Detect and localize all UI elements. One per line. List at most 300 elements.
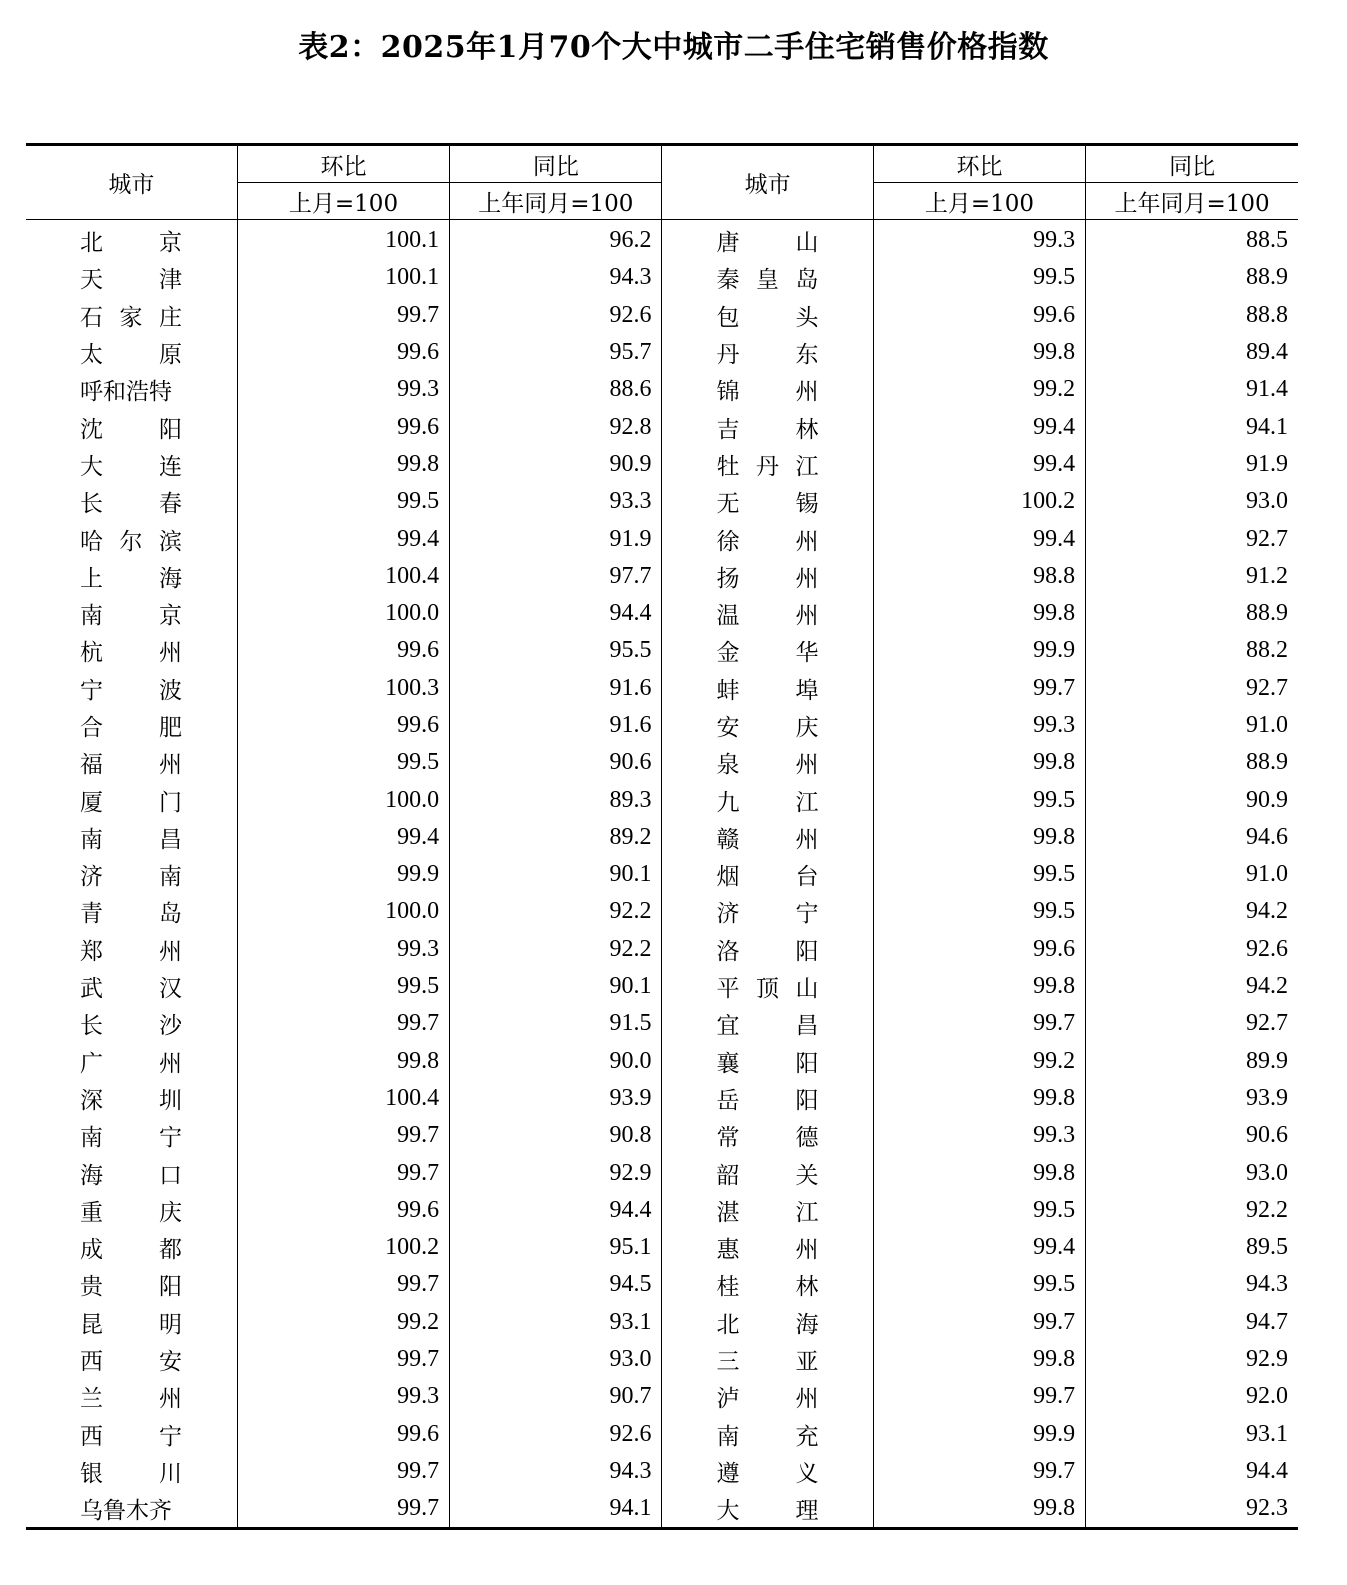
city-cell [662,670,873,707]
table-row [26,1341,1298,1378]
table-row [26,632,1298,669]
city-cell [662,632,873,669]
city-cell [662,1416,873,1453]
city-name: 北 海 [716,1311,819,1338]
yoy-value: 92.0 [1086,1378,1298,1415]
city-name: 呼和浩特 [80,379,172,406]
mom-value: 99.7 [873,1378,1085,1415]
city-cell [662,744,873,781]
mom-value: 99.6 [237,334,449,371]
table-row [26,1080,1298,1117]
city-cell [26,1154,237,1191]
yoy-value: 93.0 [450,1341,662,1378]
yoy-value: 93.3 [450,483,662,520]
price-index-table [26,143,1298,1530]
city-name: 锦 州 [716,379,819,406]
header-city-right: 城市 [662,145,873,220]
yoy-value: 93.9 [1086,1080,1298,1117]
mom-value: 99.8 [873,1080,1085,1117]
table-row [26,931,1298,968]
mom-value: 99.5 [873,259,1085,296]
yoy-value: 94.3 [450,1453,662,1490]
city-cell [26,893,237,930]
city-cell [26,1005,237,1042]
city-name: 金 华 [716,640,819,667]
mom-value: 98.8 [873,558,1085,595]
city-name: 青 岛 [80,901,182,928]
yoy-value: 92.7 [1086,1005,1298,1042]
yoy-value: 91.6 [450,670,662,707]
city-name: 丹 东 [716,342,819,369]
city-cell [26,1341,237,1378]
city-cell [662,856,873,893]
yoy-value: 94.1 [450,1490,662,1529]
city-cell [26,1416,237,1453]
mom-value: 99.7 [873,670,1085,707]
mom-value: 99.6 [873,931,1085,968]
city-name: 昆 明 [80,1311,182,1338]
mom-value: 99.8 [873,1341,1085,1378]
city-cell [662,1229,873,1266]
city-cell [26,781,237,818]
mom-value: 99.5 [873,1266,1085,1303]
city-name: 西 安 [80,1349,182,1376]
city-name: 泸 州 [716,1386,819,1413]
mom-value: 99.5 [873,856,1085,893]
mom-value: 100.0 [237,893,449,930]
yoy-value: 94.2 [1086,893,1298,930]
city-name: 南 京 [80,603,182,630]
yoy-value: 92.2 [450,893,662,930]
city-cell [26,1043,237,1080]
city-cell [26,259,237,296]
yoy-value: 91.0 [1086,856,1298,893]
yoy-value: 91.6 [450,707,662,744]
city-cell [26,1490,237,1529]
yoy-value: 88.8 [1086,297,1298,334]
city-cell [26,1117,237,1154]
city-name: 吉 林 [716,416,819,443]
mom-value: 99.8 [873,968,1085,1005]
city-cell [662,1266,873,1303]
city-cell [662,446,873,483]
city-name: 合 肥 [80,715,182,741]
mom-value: 99.6 [237,408,449,445]
table-row [26,1490,1298,1529]
table-row [26,259,1298,296]
city-cell [26,446,237,483]
mom-value: 100.1 [237,220,449,260]
city-name: 上 海 [80,565,182,592]
mom-value: 99.7 [237,1005,449,1042]
city-cell [662,1304,873,1341]
table-row [26,1117,1298,1154]
city-cell [662,1341,873,1378]
table-row [26,371,1298,408]
yoy-value: 91.2 [1086,558,1298,595]
mom-value: 99.9 [873,632,1085,669]
table-row [26,483,1298,520]
mom-value: 99.8 [873,1490,1085,1529]
mom-value: 100.1 [237,259,449,296]
yoy-value: 95.5 [450,632,662,669]
city-name: 无 锡 [716,491,819,518]
city-name: 扬 州 [716,565,819,592]
city-cell [662,483,873,520]
city-cell [662,707,873,744]
table-row [26,1229,1298,1266]
city-name: 武 汉 [80,976,182,1003]
yoy-value: 93.1 [450,1304,662,1341]
city-cell [26,1378,237,1415]
city-cell [662,595,873,632]
yoy-value: 94.1 [1086,408,1298,445]
city-name: 石 家 庄 [80,304,182,331]
mom-value: 99.7 [873,1453,1085,1490]
table-row [26,1378,1298,1415]
yoy-value: 90.1 [450,968,662,1005]
mom-value: 99.3 [873,707,1085,744]
mom-value: 99.8 [237,446,449,483]
mom-value: 99.2 [873,1043,1085,1080]
city-name: 长 沙 [80,1013,182,1040]
table-row [26,297,1298,334]
yoy-value: 92.2 [1086,1192,1298,1229]
mom-value: 100.4 [237,558,449,595]
city-name: 岳 阳 [716,1087,819,1114]
yoy-value: 90.8 [450,1117,662,1154]
mom-value: 99.2 [873,371,1085,408]
city-cell [26,1080,237,1117]
yoy-value: 92.6 [450,297,662,334]
mom-value: 99.3 [237,371,449,408]
city-cell [26,744,237,781]
city-name: 惠 州 [716,1237,819,1264]
mom-value: 99.7 [873,1304,1085,1341]
table-row [26,856,1298,893]
city-name: 桂 林 [716,1274,819,1301]
city-name: 沈 阳 [80,416,182,443]
yoy-value: 94.4 [1086,1453,1298,1490]
mom-value: 100.4 [237,1080,449,1117]
city-cell [662,1490,873,1529]
city-cell [662,408,873,445]
city-cell [26,670,237,707]
table-row [26,1266,1298,1303]
mom-value: 99.3 [237,1378,449,1415]
yoy-value: 90.0 [450,1043,662,1080]
table-row [26,220,1298,260]
city-name: 湛 江 [716,1199,819,1226]
city-cell [662,1005,873,1042]
mom-value: 99.2 [237,1304,449,1341]
city-cell [26,819,237,856]
city-cell [662,931,873,968]
mom-value: 100.3 [237,670,449,707]
yoy-value: 94.7 [1086,1304,1298,1341]
mom-value: 99.4 [873,446,1085,483]
city-name: 南 宁 [80,1125,182,1152]
mom-value: 99.5 [237,483,449,520]
city-name: 宁 波 [80,677,182,704]
city-name: 徐 州 [716,528,819,555]
yoy-value: 94.3 [450,259,662,296]
city-cell [662,558,873,595]
mom-value: 99.7 [873,1005,1085,1042]
mom-value: 99.4 [873,408,1085,445]
mom-value: 99.8 [873,744,1085,781]
table-row [26,968,1298,1005]
mom-value: 99.8 [873,819,1085,856]
city-cell [662,1378,873,1415]
city-name: 遵 义 [716,1460,819,1487]
city-name: 洛 阳 [716,938,819,965]
header-yoy-base-right: 上年同月=100 [1086,183,1298,220]
yoy-value: 91.5 [450,1005,662,1042]
city-name: 九 江 [716,789,819,816]
city-name: 太 原 [80,342,182,369]
yoy-value: 89.5 [1086,1229,1298,1266]
yoy-value: 88.9 [1086,595,1298,632]
yoy-value: 92.7 [1086,670,1298,707]
table-row [26,446,1298,483]
city-cell [26,856,237,893]
city-name: 天 津 [80,267,182,294]
city-name: 包 头 [716,304,819,331]
header-yoy-left: 同比 [450,145,662,183]
city-cell [26,520,237,557]
city-name: 济 宁 [716,901,819,928]
city-cell [662,520,873,557]
yoy-value: 92.2 [450,931,662,968]
mom-value: 99.5 [873,893,1085,930]
yoy-value: 91.4 [1086,371,1298,408]
mom-value: 99.5 [873,781,1085,818]
city-cell [662,1117,873,1154]
city-name: 海 口 [80,1162,182,1189]
yoy-value: 92.8 [450,408,662,445]
yoy-value: 97.7 [450,558,662,595]
mom-value: 99.7 [237,1453,449,1490]
yoy-value: 90.7 [450,1378,662,1415]
city-name: 唐 山 [716,230,819,257]
yoy-value: 89.2 [450,819,662,856]
table-row [26,781,1298,818]
city-name: 杭 州 [80,640,182,667]
yoy-value: 88.6 [450,371,662,408]
mom-value: 99.9 [873,1416,1085,1453]
mom-value: 99.6 [237,632,449,669]
mom-value: 99.7 [237,1490,449,1529]
mom-value: 99.9 [237,856,449,893]
city-name: 福 州 [80,752,182,779]
city-name: 大 理 [716,1498,819,1525]
city-cell [26,1453,237,1490]
yoy-value: 93.9 [450,1080,662,1117]
table-row [26,819,1298,856]
city-name: 蚌 埠 [716,677,819,704]
mom-value: 99.7 [237,1117,449,1154]
yoy-value: 92.9 [1086,1341,1298,1378]
table-row [26,1416,1298,1453]
header-city-left: 城市 [26,145,237,220]
mom-value: 99.5 [237,744,449,781]
header-mom-base-right: 上月=100 [873,183,1085,220]
mom-value: 99.3 [873,1117,1085,1154]
yoy-value: 93.1 [1086,1416,1298,1453]
city-name: 安 庆 [716,715,819,741]
header-yoy-base-left: 上年同月=100 [450,183,662,220]
city-cell [26,1266,237,1303]
city-cell [26,408,237,445]
mom-value: 99.6 [237,707,449,744]
city-cell [662,1080,873,1117]
city-cell [662,1154,873,1191]
yoy-value: 93.0 [1086,483,1298,520]
city-name: 济 南 [80,864,182,891]
city-name: 厦 门 [80,789,182,816]
mom-value: 99.4 [873,520,1085,557]
table-row [26,893,1298,930]
yoy-value: 88.9 [1086,744,1298,781]
yoy-value: 95.7 [450,334,662,371]
city-cell [662,371,873,408]
yoy-value: 95.1 [450,1229,662,1266]
yoy-value: 91.0 [1086,707,1298,744]
table-row [26,707,1298,744]
mom-value: 99.7 [237,297,449,334]
mom-value: 99.4 [237,520,449,557]
yoy-value: 89.9 [1086,1043,1298,1080]
mom-value: 99.5 [873,1192,1085,1229]
city-name: 重 庆 [80,1199,182,1226]
city-name: 乌鲁木齐 [80,1498,172,1525]
header-mom-left: 环比 [237,145,449,183]
mom-value: 99.8 [873,595,1085,632]
city-cell [662,220,873,260]
city-cell [26,968,237,1005]
table-row [26,1304,1298,1341]
city-cell [26,371,237,408]
city-cell [26,220,237,260]
city-name: 襄 阳 [716,1050,819,1077]
yoy-value: 94.6 [1086,819,1298,856]
city-cell [662,781,873,818]
city-cell [26,707,237,744]
yoy-value: 94.2 [1086,968,1298,1005]
table-row [26,1043,1298,1080]
mom-value: 100.2 [237,1229,449,1266]
yoy-value: 94.5 [450,1266,662,1303]
table-row [26,334,1298,371]
city-name: 广 州 [80,1050,182,1077]
city-name: 郑 州 [80,938,182,965]
table-row [26,1005,1298,1042]
mom-value: 99.8 [873,334,1085,371]
city-cell [26,931,237,968]
yoy-value: 88.2 [1086,632,1298,669]
city-name: 常 德 [716,1125,819,1152]
yoy-value: 90.9 [450,446,662,483]
header-mom-base-left: 上月=100 [237,183,449,220]
yoy-value: 91.9 [450,520,662,557]
city-cell [26,632,237,669]
city-cell [662,1453,873,1490]
yoy-value: 89.4 [1086,334,1298,371]
city-name: 赣 州 [716,826,819,853]
city-name: 兰 州 [80,1386,182,1413]
city-name: 秦 皇 岛 [716,267,819,294]
city-cell [26,334,237,371]
yoy-value: 94.4 [450,1192,662,1229]
mom-value: 99.6 [237,1416,449,1453]
city-name: 大 连 [80,453,182,480]
table-row [26,1154,1298,1191]
city-cell [662,819,873,856]
city-name: 牡 丹 江 [716,453,819,480]
city-cell [26,1304,237,1341]
city-name: 哈 尔 滨 [80,528,182,555]
city-name: 烟 台 [716,864,819,891]
yoy-value: 88.9 [1086,259,1298,296]
mom-value: 99.6 [873,297,1085,334]
city-name: 温 州 [716,603,819,630]
table-row [26,595,1298,632]
yoy-value: 91.9 [1086,446,1298,483]
yoy-value: 90.1 [450,856,662,893]
yoy-value: 94.4 [450,595,662,632]
yoy-value: 92.6 [450,1416,662,1453]
city-name: 深 圳 [80,1087,182,1114]
yoy-value: 93.0 [1086,1154,1298,1191]
city-cell [662,1192,873,1229]
mom-value: 99.4 [873,1229,1085,1266]
table-body [26,220,1298,1529]
mom-value: 99.8 [237,1043,449,1080]
city-name: 长 春 [80,491,182,518]
header-mom-right: 环比 [873,145,1085,183]
table-row [26,744,1298,781]
mom-value: 99.7 [237,1154,449,1191]
mom-value: 100.0 [237,595,449,632]
city-cell [26,297,237,334]
city-cell [662,893,873,930]
city-cell [662,968,873,1005]
mom-value: 99.4 [237,819,449,856]
city-name: 银 川 [80,1460,182,1487]
city-name: 成 都 [80,1237,182,1264]
mom-value: 99.8 [873,1154,1085,1191]
city-cell [26,483,237,520]
page-title: 表2：2025年1月70个大中城市二手住宅销售价格指数 [298,30,1049,65]
yoy-value: 92.9 [450,1154,662,1191]
city-cell [662,334,873,371]
city-cell [26,595,237,632]
table-row [26,520,1298,557]
city-cell [662,297,873,334]
mom-value: 99.7 [237,1341,449,1378]
yoy-value: 88.5 [1086,220,1298,260]
mom-value: 99.6 [237,1192,449,1229]
city-name: 泉 州 [716,752,819,779]
yoy-value: 92.3 [1086,1490,1298,1529]
table-row [26,408,1298,445]
mom-value: 99.7 [237,1266,449,1303]
yoy-value: 92.6 [1086,931,1298,968]
yoy-value: 92.7 [1086,520,1298,557]
table-row [26,1453,1298,1490]
yoy-value: 90.6 [1086,1117,1298,1154]
